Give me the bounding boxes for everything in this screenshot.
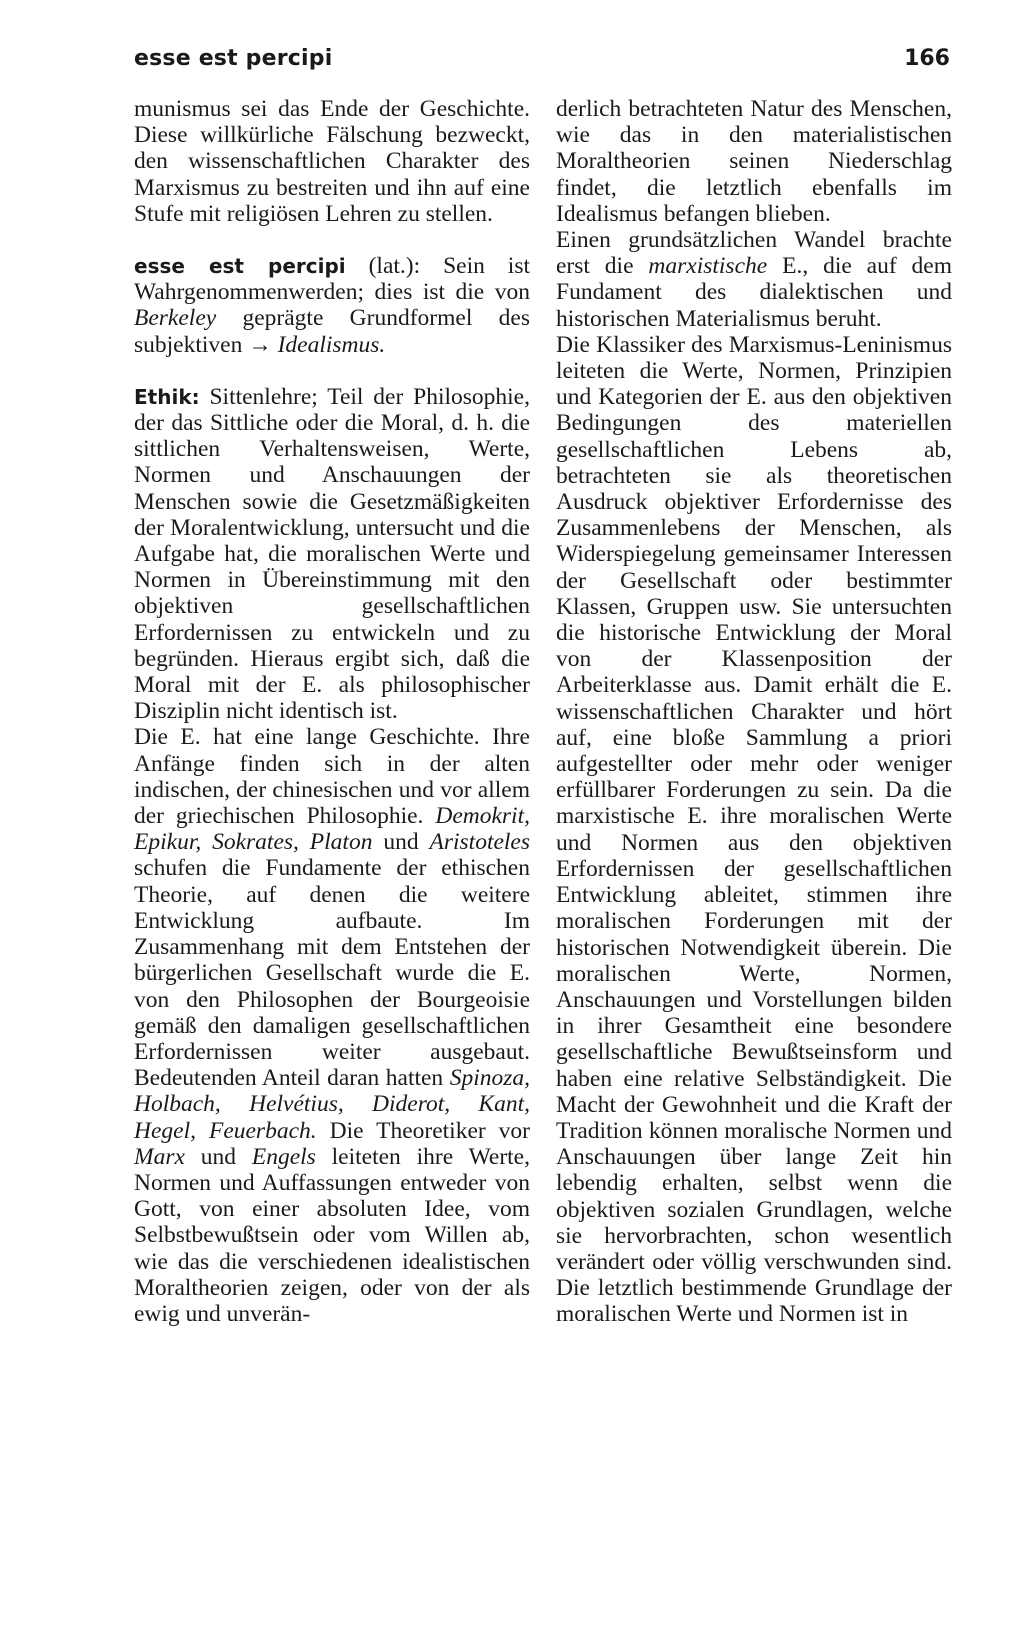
entry-italic-name: Berkeley: [134, 305, 217, 332]
page-header: [134, 46, 950, 80]
paragraph-text: Die Theoretiker vor: [316, 1117, 531, 1144]
paragraph-text: und: [372, 829, 430, 856]
paragraph: [556, 227, 952, 332]
entry-ethik: [134, 384, 530, 725]
paragraph-continuation: munismus sei das Ende der Geschichte. Diese willkürliche Fälschung bezweckt, den wissenschaftlichen Charakter des Marxismus zu bestreiten und ihn auf eine Stufe mit religiösen Lehren zu stellen.: [134, 96, 530, 227]
page-number: 166: [904, 46, 950, 71]
entry-text: Sittenlehre; Teil der Philosophie, der das Sittliche oder die Moral, d. h. die sittlichen Verhaltensweisen, Werte, Normen und Anschauungen der Menschen sowie die Gesetzmäßigkeiten der Moralentwicklung, untersucht und die Aufgabe hat, die moralischen Werte und Normen in Übereinstimmung mit den objektiven gesellschaftlichen Erfordernissen zu entwickeln und zu begründen. Hieraus ergibt sich, daß die Moral mit der E. als philosophischer Disziplin nicht identisch ist.: [134, 383, 530, 725]
spacer: [134, 227, 530, 253]
italic-name: Marx: [134, 1143, 185, 1170]
entry-headword: esse est percipi: [134, 254, 346, 279]
paragraph-text: Einen grundsätzlichen Wandel brachte erst die: [556, 227, 952, 280]
entry-headword: Ethik:: [134, 384, 200, 409]
paragraph-continuation: derlich betrachteten Natur des Menschen, wie das in den materialistischen Moraltheorien seinen Niederschlag findet, die letztlich ebenfalls im Idealismus befangen blieben.: [556, 96, 952, 227]
left-column: [134, 96, 530, 1327]
entry-text: (lat.): Sein ist Wahrgenommenwerden; dies ist die von: [134, 253, 530, 306]
paragraph-text: und: [184, 1143, 252, 1170]
italic-name: Aristoteles: [429, 829, 531, 856]
entry-esse-est-percipi: [134, 253, 530, 358]
paragraph-text: E., die auf dem Fundament des dialektischen und historischen Materialismus beruht.: [556, 253, 953, 332]
entry-text: geprägte Grundformel des subjektiven →: [134, 305, 530, 358]
italic-names: Demokrit, Epikur, Sokrates, Platon: [134, 803, 530, 856]
spacer: [134, 358, 530, 384]
paragraph: [134, 724, 530, 1327]
running-title: esse est percipi: [134, 46, 333, 71]
paragraph-text: schufen die Fundamente der ethischen Theorie, auf denen die weitere Entwicklung aufbaute. Im Zusammenhang mit dem Entstehen der bürgerlichen Gesellschaft wurde die E. von den Philosophen der Bourgeoisie gemäß den damaligen gesellschaftlichen Erfordernissen weiter ausgebaut. Bedeutenden Anteil daran hatten: [134, 855, 530, 1092]
italic-term: marxistische: [648, 253, 768, 280]
paragraph: Die Klassiker des Marxismus-Leninismus leiteten die Werte, Normen, Prinzipien und Kategorien der E. aus den objektiven Bedingungen des materiellen gesellschaftlichen Lebens ab, betrachteten sie als theoretischen Ausdruck objektiver Erfordernisse des Zusammenlebens der Menschen, als Widerspiegelung gemeinsamer Interessen der Gesellschaft oder bestimmter Klassen, Gruppen usw. Sie untersuchten die historische Entwicklung der Moral von der Klassenposition der Arbeiterklasse aus. Damit erhält die E. wissenschaftlichen Charakter und hört auf, eine bloße Sammlung a priori aufgestellter oder mehr oder weniger erfüllbarer Forderungen zu sein. Da die marxistische E. ihre moralischen Werte und Normen aus den objektiven Erfordernissen der gesellschaftlichen Entwicklung ableitet, stimmen ihre moralischen Forderungen mit der historischen Notwendigkeit überein. Die moralischen Werte, Normen, Anschauungen und Vorstellungen bilden in ihrer Gesamtheit eine besondere gesellschaftliche Bewußtseinsform und haben eine relative Selbständigkeit. Die Macht der Gewohnheit und die Kraft der Tradition können moralische Normen und Anschauungen über lange Zeit hin lebendig erhalten, selbst wenn die objektiven sozialen Grundlagen, welche sie hervorbrachten, schon wesentlich verändert oder völlig verschwunden sind. Die letztlich bestimmende Grundlage der moralischen Werte und Normen ist in: [556, 331, 952, 1328]
right-column: [556, 96, 952, 1328]
paragraph-text: Die E. hat eine lange Geschichte. Ihre Anfänge finden sich in der alten indischen, der chinesischen und vor allem der griechischen Philosophie.: [134, 724, 530, 830]
italic-name: Engels: [251, 1143, 316, 1170]
paragraph-text: leiteten ihre Werte, Normen und Auffassungen entweder von Gott, von einer absoluten Idee, vom Selbstbewußtsein oder vom Willen ab, wie das die verschiedenen idealistischen Moraltheorien zeigen, oder von der als ewig und unverän-: [134, 1143, 530, 1327]
entry-cross-reference: Idealismus.: [277, 331, 386, 358]
italic-names: Spinoza, Holbach, Helvétius, Diderot, Kant, Hegel, Feuerbach.: [134, 1065, 530, 1144]
